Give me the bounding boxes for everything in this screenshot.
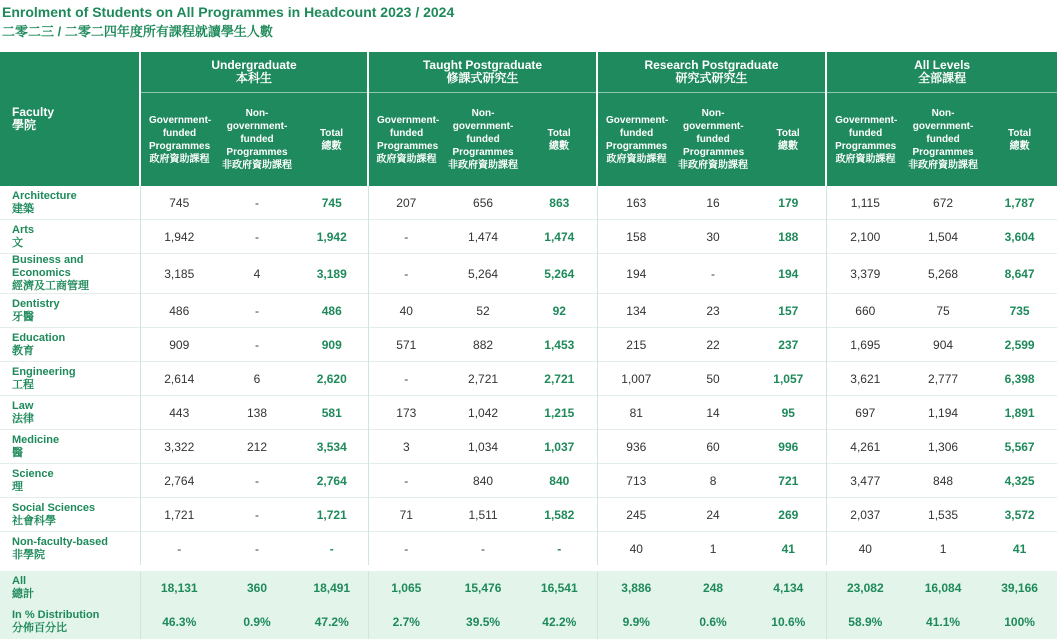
value-cell: 8 (675, 464, 751, 498)
subheader-en: Non-government-funded Programmes (452, 108, 514, 158)
faculty-header-zh: 學院 (12, 118, 37, 132)
value-cell: 656 (473, 195, 494, 210)
value-cell: 2,614 (140, 362, 218, 396)
value-cell: 52 (444, 294, 522, 328)
subheader-gov (826, 93, 904, 187)
total-cell: 92 (522, 294, 597, 328)
faculty-cell (0, 294, 140, 328)
value-cell: 713 (597, 464, 675, 498)
value-cell: 245 (597, 498, 675, 532)
title-english: Enrolment of Students on All Programmes in Headcount 2023 / 2024 (2, 4, 455, 20)
total-cell: 1,582 (522, 498, 597, 532)
faculty-name-zh: 牙醫 (12, 310, 34, 323)
value-cell: 81 (597, 396, 675, 430)
total-cell: 745 (321, 195, 342, 210)
value-cell: 672 (933, 195, 954, 210)
value-cell: - (255, 195, 259, 210)
value-cell: 2.7% (368, 605, 444, 639)
value-cell: 40 (597, 532, 675, 569)
total-cell: 486 (296, 294, 368, 328)
value-cell: 46.3% (140, 605, 218, 639)
total-cell: 735 (982, 294, 1057, 328)
table-row (0, 294, 1057, 328)
total-cell: 41 (982, 532, 1057, 569)
faculty-cell (0, 186, 140, 220)
total-cell: 41 (751, 532, 826, 569)
subheader-en: Total (547, 127, 571, 139)
total-cell: 8,647 (982, 254, 1057, 294)
total-cell: 1,215 (522, 396, 597, 430)
faculty-cell (0, 254, 140, 294)
value-cell: 697 (826, 396, 904, 430)
value-cell: 1,007 (597, 362, 675, 396)
value-cell: 2,100 (826, 220, 904, 254)
faculty-name-en: Education (12, 331, 66, 344)
value-cell: 3,621 (826, 362, 904, 396)
value-cell: 50 (675, 362, 751, 396)
total-cell: 1,787 (1004, 195, 1035, 210)
enrolment-table (0, 52, 1057, 639)
value-cell: 1,065 (368, 568, 444, 605)
value-cell: 16 (706, 195, 720, 210)
value-cell: 40 (368, 294, 444, 328)
table-row (0, 328, 1057, 362)
table-row (0, 220, 1057, 254)
faculty-name-en: In % Distribution (12, 609, 100, 621)
value-cell: 1,306 (904, 430, 982, 464)
total-cell: - (296, 532, 368, 569)
value-cell: 1,504 (904, 220, 982, 254)
value-cell: 4 (218, 254, 296, 294)
total-cell: 269 (751, 498, 826, 532)
value-cell: 39.5% (444, 605, 522, 639)
value-cell: 0.6% (675, 605, 751, 639)
faculty-name-en: Law (12, 399, 34, 412)
value-cell: 2,721 (444, 362, 522, 396)
subheader-zh: 非政府資助課程 (222, 160, 292, 171)
value-cell: 207 (368, 186, 444, 220)
total-cell: 909 (296, 328, 368, 362)
table-row (0, 605, 1057, 639)
value-cell: 1 (675, 532, 751, 569)
value-cell: 660 (826, 294, 904, 328)
value-cell: - (444, 532, 522, 569)
group-header-zh: 全部課程 (918, 71, 967, 85)
value-cell: 15,476 (444, 568, 522, 605)
value-cell: 1 (904, 532, 982, 569)
value-cell: 16,084 (904, 568, 982, 605)
total-cell: 1,474 (522, 220, 597, 254)
total-cell: 581 (296, 396, 368, 430)
value-cell: 3 (368, 430, 444, 464)
total-cell: 2,599 (982, 328, 1057, 362)
value-cell: 1,942 (140, 220, 218, 254)
subheader-en: Government-funded Programmes (835, 114, 898, 152)
value-cell: 4,261 (826, 430, 904, 464)
subheader-en: Non-government-funded Programmes (683, 108, 745, 158)
subheader-nongov (675, 93, 751, 187)
value-cell: - (218, 220, 296, 254)
faculty-cell (0, 464, 140, 498)
faculty-cell (0, 498, 140, 532)
total-cell: 18,491 (296, 568, 368, 605)
total-cell: 6,398 (982, 362, 1057, 396)
group-header (597, 52, 826, 93)
value-cell: 215 (597, 328, 675, 362)
value-cell: 158 (597, 220, 675, 254)
value-cell: 1,695 (826, 328, 904, 362)
value-cell: 14 (675, 396, 751, 430)
value-cell: 138 (218, 396, 296, 430)
total-cell: - (522, 532, 597, 569)
value-cell: 1,194 (904, 396, 982, 430)
faculty-name-zh: 法律 (12, 412, 34, 425)
faculty-name-en: All (12, 575, 27, 587)
value-cell: 3,379 (826, 254, 904, 294)
value-cell: 41.1% (904, 605, 982, 639)
total-cell: 1,453 (522, 328, 597, 362)
subheader-zh: 非政府資助課程 (678, 160, 749, 171)
total-cell: 47.2% (296, 605, 368, 639)
value-cell: 23,082 (826, 568, 904, 605)
value-cell: 30 (675, 220, 751, 254)
value-cell: 22 (675, 328, 751, 362)
subheader-total (982, 93, 1057, 187)
total-cell: 1,057 (751, 362, 826, 396)
subheader-total (296, 93, 368, 187)
subheader-zh: 總數 (321, 140, 342, 152)
page-title-block (2, 2, 454, 42)
group-header (368, 52, 597, 93)
value-cell: 24 (675, 498, 751, 532)
value-cell: - (368, 464, 444, 498)
subheader-en: Non-government-funded Programmes (226, 108, 288, 158)
faculty-name-zh: 分佈百分比 (12, 622, 67, 634)
value-cell: 40 (826, 532, 904, 569)
value-cell: 248 (675, 568, 751, 605)
table-row (0, 186, 1057, 220)
total-cell: 3,572 (982, 498, 1057, 532)
faculty-cell (0, 568, 140, 605)
total-cell: 188 (751, 220, 826, 254)
faculty-cell (0, 396, 140, 430)
table-row (0, 430, 1057, 464)
value-cell: 2,777 (904, 362, 982, 396)
value-cell: 840 (444, 464, 522, 498)
total-cell: 10.6% (751, 605, 826, 639)
subheader-en: Government-funded Programmes (377, 114, 440, 152)
table-row (0, 568, 1057, 605)
subheader-zh: 政府資助課程 (149, 153, 210, 165)
value-cell: 2,037 (826, 498, 904, 532)
value-cell: 75 (904, 294, 982, 328)
faculty-header (0, 52, 140, 186)
faculty-name-en: Arts (12, 223, 35, 236)
subheader-en: Total (319, 127, 344, 139)
faculty-name-en: Architecture (12, 189, 77, 202)
faculty-name-zh: 醫 (12, 446, 23, 459)
group-header (140, 52, 368, 93)
value-cell: 1,115 (826, 186, 904, 220)
value-cell: 1,034 (444, 430, 522, 464)
value-cell: 360 (218, 568, 296, 605)
faculty-cell (0, 328, 140, 362)
total-cell: 721 (751, 464, 826, 498)
value-cell: 909 (140, 328, 218, 362)
value-cell: 848 (904, 464, 982, 498)
total-cell: 5,567 (982, 430, 1057, 464)
value-cell: 571 (368, 328, 444, 362)
faculty-name-en: Engineering (12, 365, 76, 378)
faculty-name-en: Science (12, 467, 54, 480)
total-cell: 2,620 (296, 362, 368, 396)
subheader-zh: 非政府資助課程 (448, 160, 519, 171)
value-cell: 882 (444, 328, 522, 362)
value-cell: 1,474 (444, 220, 522, 254)
subheader-zh: 政府資助課程 (606, 153, 667, 165)
subheader-en: Non-government-funded Programmes (912, 108, 974, 158)
value-cell: 5,268 (904, 254, 982, 294)
group-header-zh: 研究式研究生 (675, 71, 748, 85)
value-cell: 486 (140, 294, 218, 328)
subheader-en: Government-funded Programmes (606, 114, 669, 152)
subheader-zh: 政府資助課程 (376, 153, 437, 165)
table-row (0, 362, 1057, 396)
faculty-name-en: Social Sciences (12, 501, 96, 514)
value-cell: 23 (675, 294, 751, 328)
total-cell: 840 (522, 464, 597, 498)
total-cell: 42.2% (522, 605, 597, 639)
faculty-name-zh: 工程 (12, 378, 34, 391)
total-cell: 3,604 (982, 220, 1057, 254)
group-header-en: Undergraduate (211, 58, 297, 72)
value-cell: 173 (368, 396, 444, 430)
group-header-en: Research Postgraduate (644, 58, 779, 72)
value-cell: - (675, 254, 751, 294)
subheader-nongov (904, 93, 982, 187)
total-cell: 194 (751, 254, 826, 294)
subheader-en: Total (776, 127, 800, 139)
faculty-cell (0, 605, 140, 639)
subheader-zh: 非政府資助課程 (908, 160, 979, 171)
value-cell: 60 (675, 430, 751, 464)
value-cell: 18,131 (140, 568, 218, 605)
total-cell: 2,764 (296, 464, 368, 498)
value-cell: 3,185 (140, 254, 218, 294)
value-cell: 2,764 (140, 464, 218, 498)
value-cell: 5,264 (444, 254, 522, 294)
value-cell: 745 (140, 186, 218, 220)
total-cell: 4,325 (982, 464, 1057, 498)
value-cell: 9.9% (597, 605, 675, 639)
total-cell: 1,721 (296, 498, 368, 532)
value-cell: - (368, 254, 444, 294)
faculty-name-en: Non-faculty-based (12, 535, 108, 548)
value-cell: - (368, 220, 444, 254)
value-cell: 163 (597, 186, 675, 220)
faculty-name-en: Medicine (12, 433, 60, 446)
table-row (0, 532, 1057, 569)
total-cell: 863 (549, 195, 570, 210)
total-cell: 996 (751, 430, 826, 464)
value-cell: - (368, 532, 444, 569)
value-cell: 904 (904, 328, 982, 362)
value-cell: 71 (368, 498, 444, 532)
subheader-total (522, 93, 597, 187)
faculty-name-zh: 非學院 (12, 548, 45, 561)
total-cell: 39,166 (982, 568, 1057, 605)
total-cell: 100% (982, 605, 1057, 639)
value-cell: 6 (218, 362, 296, 396)
faculty-cell (0, 532, 140, 569)
value-cell: 3,322 (140, 430, 218, 464)
table-row (0, 254, 1057, 294)
total-cell: 2,721 (522, 362, 597, 396)
total-cell: 1,942 (296, 220, 368, 254)
group-header-zh: 修課式研究生 (446, 71, 519, 85)
value-cell: 212 (218, 430, 296, 464)
value-cell: - (218, 498, 296, 532)
value-cell: 58.9% (826, 605, 904, 639)
table-row (0, 498, 1057, 532)
value-cell: 3,886 (597, 568, 675, 605)
faculty-name-zh: 文 (12, 236, 23, 249)
subheader-nongov (444, 93, 522, 187)
faculty-name-en: Business and Economics (12, 254, 84, 279)
value-cell: 1,535 (904, 498, 982, 532)
faculty-name-zh: 理 (12, 480, 23, 493)
total-cell: 179 (778, 195, 799, 210)
total-cell: 4,134 (751, 568, 826, 605)
subheader-zh: 總數 (549, 140, 570, 152)
value-cell: - (368, 362, 444, 396)
subheader-gov (368, 93, 444, 187)
group-header-zh: 本科生 (236, 71, 273, 85)
faculty-name-zh: 建築 (12, 202, 34, 215)
value-cell: 0.9% (218, 605, 296, 639)
table-row (0, 396, 1057, 430)
value-cell: - (218, 294, 296, 328)
faculty-name-en: Dentistry (12, 297, 60, 310)
subheader-en: Total (1008, 127, 1032, 139)
group-header-en: All Levels (914, 58, 971, 72)
subheader-zh: 總數 (778, 140, 799, 152)
group-header-en: Taught Postgraduate (422, 58, 543, 72)
total-cell: 3,189 (296, 254, 368, 294)
total-cell: 95 (751, 396, 826, 430)
group-header (826, 52, 1057, 93)
value-cell: - (140, 532, 218, 569)
value-cell: 936 (597, 430, 675, 464)
total-cell: 3,534 (296, 430, 368, 464)
faculty-name-zh: 經濟及工商管理 (12, 280, 89, 292)
value-cell: 1,721 (140, 498, 218, 532)
table-row (0, 464, 1057, 498)
total-cell: 237 (751, 328, 826, 362)
total-cell: 1,037 (522, 430, 597, 464)
faculty-cell (0, 362, 140, 396)
subheader-zh: 總數 (1009, 140, 1030, 152)
subheader-nongov (218, 93, 296, 187)
value-cell: 1,511 (444, 498, 522, 532)
total-cell: 5,264 (522, 254, 597, 294)
faculty-name-zh: 教育 (12, 344, 34, 357)
value-cell: - (218, 464, 296, 498)
value-cell: 194 (597, 254, 675, 294)
total-cell: 157 (751, 294, 826, 328)
total-cell: 1,891 (982, 396, 1057, 430)
faculty-name-zh: 社會科學 (12, 514, 56, 527)
value-cell: 134 (597, 294, 675, 328)
subheader-gov (597, 93, 675, 187)
subheader-total (751, 93, 826, 187)
faculty-header-en: Faculty (12, 105, 55, 119)
subheader-zh: 政府資助課程 (835, 153, 896, 165)
faculty-cell (0, 430, 140, 464)
subheader-gov (140, 93, 218, 187)
title-chinese: 二零二三 / 二零二四年度所有課程就讀學生人數 (2, 24, 273, 39)
subheader-en: Government-funded Programmes (149, 114, 212, 152)
value-cell: 1,042 (444, 396, 522, 430)
value-cell: 3,477 (826, 464, 904, 498)
total-cell: 16,541 (522, 568, 597, 605)
value-cell: - (218, 328, 296, 362)
faculty-name-zh: 總計 (12, 588, 34, 600)
value-cell: 443 (140, 396, 218, 430)
value-cell: - (218, 532, 296, 569)
faculty-cell (0, 220, 140, 254)
